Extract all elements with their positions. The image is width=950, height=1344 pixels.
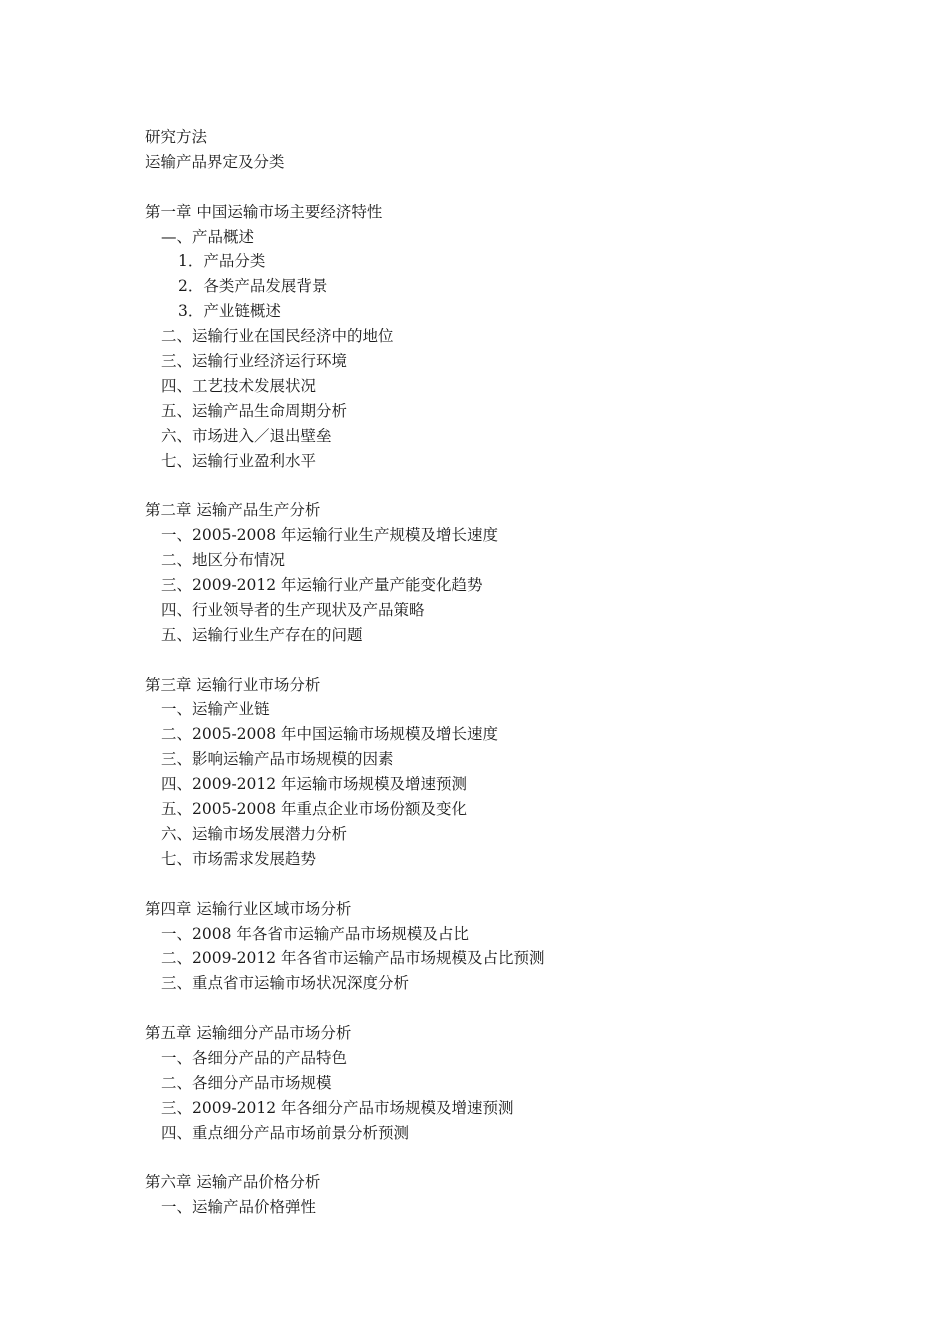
chapter-title: 第五章 运输细分产品市场分析: [145, 1024, 352, 1043]
blank-line: [145, 996, 845, 1021]
chapter-section: [145, 200, 845, 474]
chapter-title: 第一章 中国运输市场主要经济特性: [145, 202, 383, 221]
blank-line: [145, 872, 845, 897]
section-item: 二、2005-2008 年中国运输市场规模及增长速度: [161, 725, 499, 744]
chapter-section: [145, 1170, 845, 1220]
section-item: 一、运输产品价格弹性: [161, 1198, 317, 1217]
blank-line: [145, 1146, 845, 1171]
section-item: 一、运输产业链: [161, 700, 270, 719]
section-item: 六、市场进入／退出壁垒: [161, 426, 332, 445]
blank-line: [145, 648, 845, 673]
section-item: 六、运输市场发展潜力分析: [161, 824, 348, 843]
section-item: 五、运输行业生产存在的问题: [161, 625, 363, 644]
section-item: 一、各细分产品的产品特色: [161, 1048, 348, 1067]
section-item: 三、运输行业经济运行环境: [161, 352, 348, 371]
section-item: 一、2005-2008 年运输行业生产规模及增长速度: [161, 526, 499, 545]
chapter-section: [145, 897, 845, 997]
intro-line: 运输产品界定及分类: [145, 152, 285, 171]
section-item: 三、2009-2012 年各细分产品市场规模及增速预测: [161, 1098, 514, 1117]
document-page: [145, 125, 845, 1220]
section-item: 五、运输产品生命周期分析: [161, 401, 348, 420]
chapter-section: [145, 673, 845, 872]
chapter-title: 第四章 运输行业区域市场分析: [145, 899, 352, 918]
intro-section: [145, 125, 845, 175]
blank-line: [145, 175, 845, 200]
section-item: 四、2009-2012 年运输市场规模及增速预测: [161, 775, 468, 794]
section-item: 二、地区分布情况: [161, 551, 286, 570]
chapter-section: [145, 1021, 845, 1145]
section-item: 二、各细分产品市场规模: [161, 1073, 332, 1092]
section-item: 四、工艺技术发展状况: [161, 376, 317, 395]
section-item: 七、市场需求发展趋势: [161, 849, 317, 868]
section-item: —、产品概述: [161, 227, 255, 246]
section-item: 二、2009-2012 年各省市运输产品市场规模及占比预测: [161, 949, 545, 968]
chapter-title: 第六章 运输产品价格分析: [145, 1173, 321, 1192]
section-item: 一、2008 年各省市运输产品市场规模及占比: [161, 924, 469, 943]
subsection-item: 1．产品分类: [178, 252, 266, 271]
section-item: 四、行业领导者的生产现状及产品策略: [161, 600, 425, 619]
section-item: 三、2009-2012 年运输行业产量产能变化趋势: [161, 576, 483, 595]
subsection-item: 3．产业链概述: [178, 302, 281, 321]
blank-line: [145, 473, 845, 498]
section-item: 三、重点省市运输市场状况深度分析: [161, 974, 410, 993]
intro-line: 研究方法: [145, 128, 208, 146]
subsection-item: 2．各类产品发展背景: [178, 277, 328, 296]
chapter-title: 第二章 运输产品生产分析: [145, 501, 321, 520]
section-item: 三、影响运输产品市场规模的因素: [161, 750, 394, 769]
table-of-contents: [145, 175, 845, 1220]
section-item: 五、2005-2008 年重点企业市场份额及变化: [161, 800, 468, 819]
section-item: 四、重点细分产品市场前景分析预测: [161, 1123, 410, 1142]
section-item: 二、运输行业在国民经济中的地位: [161, 327, 394, 346]
chapter-title: 第三章 运输行业市场分析: [145, 675, 321, 694]
section-item: 七、运输行业盈利水平: [161, 451, 317, 470]
chapter-section: [145, 498, 845, 647]
